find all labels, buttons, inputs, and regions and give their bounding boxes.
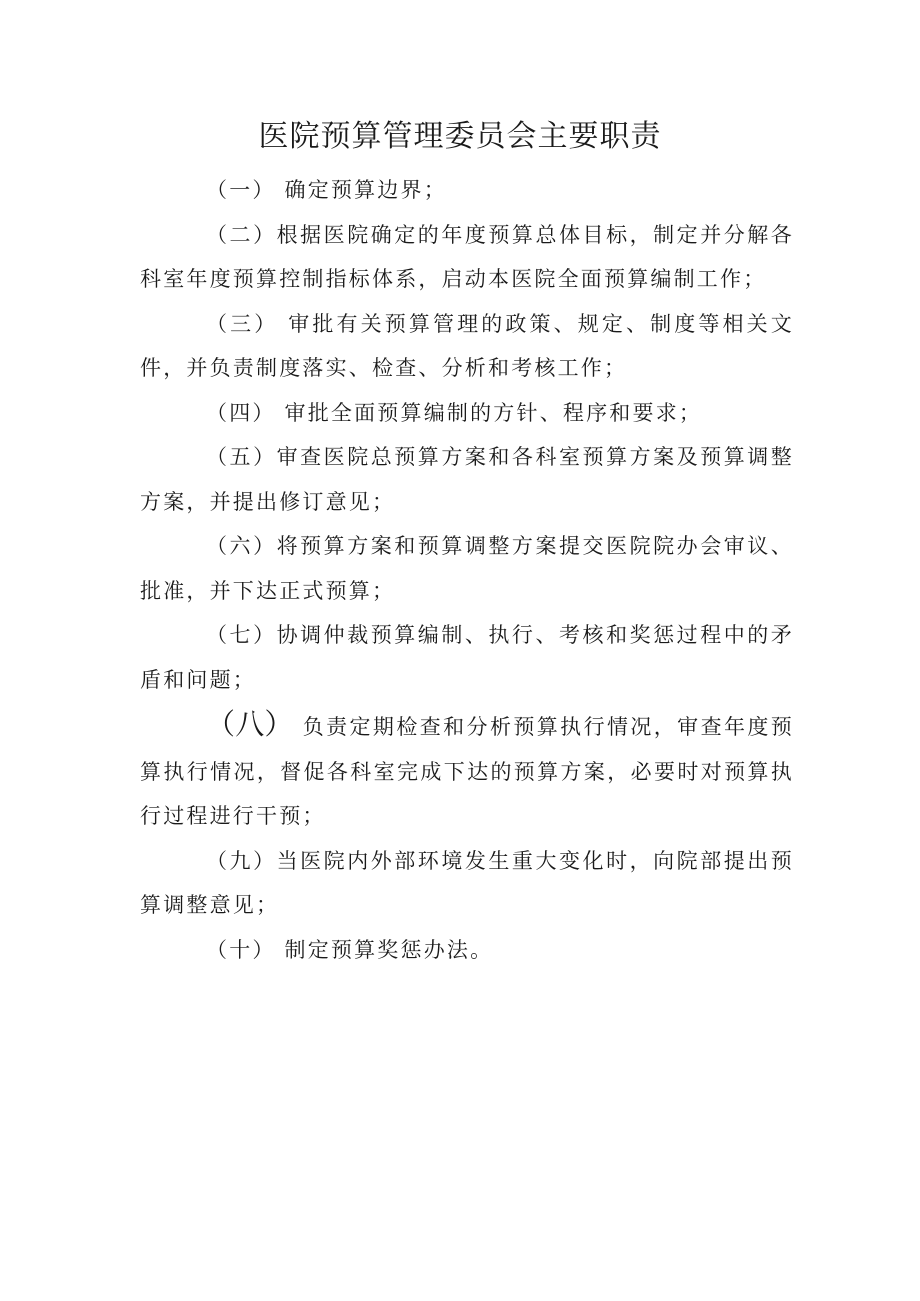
duty-item-2 [140,213,794,302]
duty-item-8 [140,702,794,839]
duty-item-1 [140,168,794,213]
duty-text: 确定预算边界； [284,178,447,202]
duty-number: （二） [206,222,277,247]
duty-item-3 [140,302,794,391]
duty-text: 审批有关预算管理的政策、规定、制度等相关文件，并负责制度落实、检查、分析和考核工作； [140,311,794,380]
duty-number: （十） [206,937,276,962]
duty-item-5 [140,435,794,524]
duty-number: （五） [206,445,277,469]
duty-number: （一） [206,178,276,202]
duty-item-9 [140,839,794,928]
duty-item-7 [140,613,794,702]
duty-text: 根据医院确定的年度预算总体目标，制定并分解各科室年度预算控制指标体系，启动本医院全面预算编制工作； [140,222,794,291]
duty-text: 审查医院总预算方案和各科室预算方案及预算调整方案，并提出修订意见； [140,445,794,514]
duty-item-4 [140,391,794,436]
duty-item-10 [140,928,794,973]
duty-text: 负责定期检查和分析预算执行情况，审查年度预算执行情况，督促各科室完成下达的预算方案，必要时对预算执行过程进行干预； [140,715,794,828]
duty-number: （六） [206,534,277,558]
duty-number: （九） [206,848,277,873]
duty-text: 协调仲裁预算编制、执行、考核和奖惩过程中的矛盾和问题； [140,623,794,692]
duties-list [140,168,794,972]
duty-number: （三） [206,311,279,336]
duty-number: （八） [206,707,294,741]
document-title: 医院预算管理委员会主要职责 [258,119,662,154]
duty-text: 将预算方案和预算调整方案提交医院院办会审议、批准，并下达正式预算； [140,534,794,603]
duty-number: （七） [206,623,277,647]
duty-number: （四） [206,400,276,425]
duty-item-6 [140,524,794,613]
duty-text: 当医院内外部环境发生重大变化时，向院部提出预算调整意见； [140,848,794,917]
duty-text: 审批全面预算编制的方针、程序和要求； [284,400,703,425]
duty-text: 制定预算奖惩办法。 [284,937,494,962]
